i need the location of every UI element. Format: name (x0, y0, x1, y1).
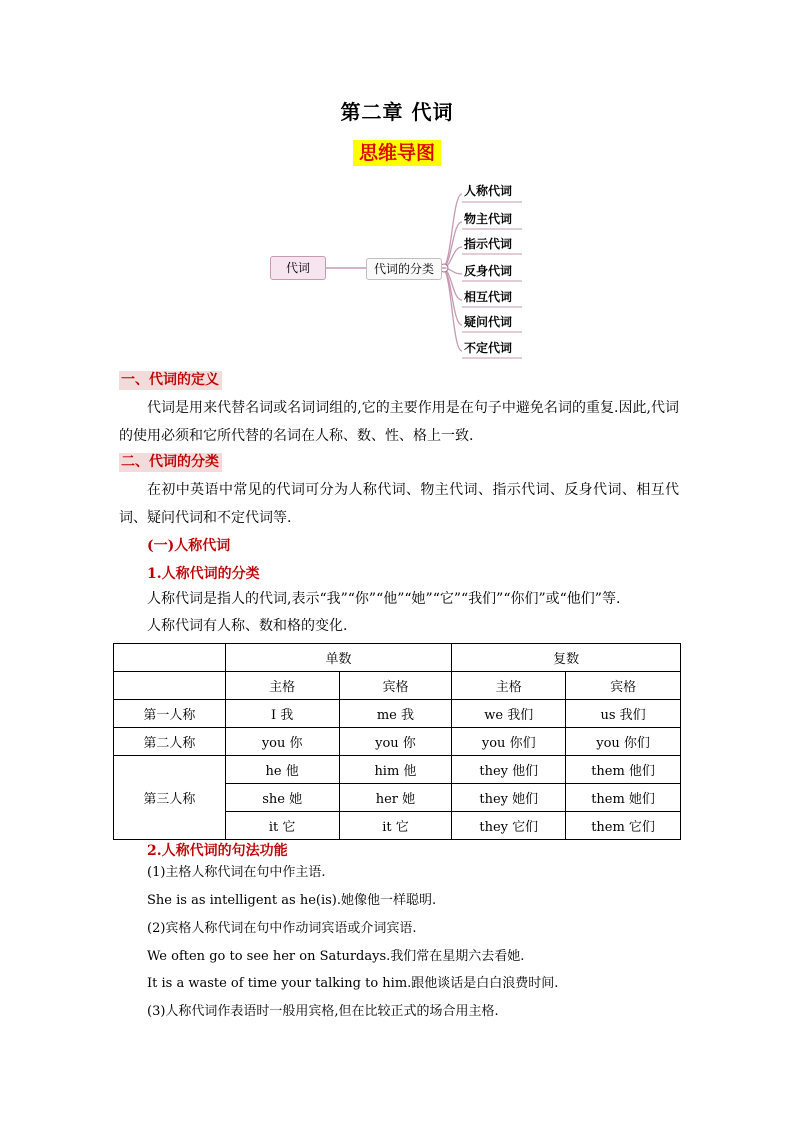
example-sentence: She is as intelligent as he(is).她像他一样聪明. (147, 893, 437, 908)
table-cell: it 它 (225, 812, 339, 840)
table-row (114, 728, 681, 756)
table-cell: he 他 (225, 756, 339, 784)
table-cell: you 你 (225, 728, 339, 756)
text-line: 人称代词是指人的代词,表示“我”“你”“他”“她”“它”“我们”“你们”或“他们”等. (147, 591, 621, 607)
definition-paragraph: 代词是用来代替名词或名词词组的,它的主要作用是在句子中避免名词的重复.因此,代词的使用必须和它所代替的名词在人称、数、性、格上一致. (119, 400, 679, 444)
text-line: (1)主格人称代词在句中作主语. (147, 865, 326, 880)
table-cell: me 我 (339, 700, 452, 728)
table-cell: them 它们 (566, 812, 681, 840)
example-sentence: It is a waste of time your talking to him.跟他谈话是白白浪费时间. (147, 976, 559, 991)
row-label: 第一人称 (114, 700, 226, 728)
mindmap-heading: 思维导图 (353, 140, 441, 166)
table-row (114, 700, 681, 728)
table-cell: we 我们 (452, 700, 566, 728)
text-line: 人称代词有人称、数和格的变化. (147, 618, 348, 634)
subheading-personal-pronouns: (一)人称代词 (147, 538, 231, 554)
mindmap-leaf: 物主代词 (464, 212, 513, 226)
table-cell: she 她 (225, 784, 339, 812)
table-cell (114, 644, 226, 672)
table-cell: they 她们 (452, 784, 566, 812)
header-plural: 复数 (452, 644, 681, 672)
mindmap-leaf: 指示代词 (464, 237, 513, 251)
table-cell: it 它 (339, 812, 452, 840)
header-subject: 主格 (225, 672, 339, 700)
table-cell: him 他 (339, 756, 452, 784)
section-heading-definition: 一、代词的定义 (119, 371, 222, 390)
header-object: 宾格 (566, 672, 681, 700)
header-subject: 主格 (452, 672, 566, 700)
table-cell: you 你们 (452, 728, 566, 756)
mindmap-leaf: 反身代词 (464, 264, 513, 278)
table-row (114, 756, 681, 784)
text-line: (2)宾格人称代词在句中作动词宾语或介词宾语. (147, 921, 417, 936)
mindmap-leaf: 人称代词 (464, 184, 513, 198)
table-cell: them 他们 (566, 756, 681, 784)
table-cell: they 他们 (452, 756, 566, 784)
table-row (114, 672, 681, 700)
table-cell: you 你 (339, 728, 452, 756)
mindmap-root: 代词 (270, 256, 326, 280)
subheading-classification-of-personal: 1.人称代词的分类 (147, 566, 260, 582)
pronoun-table (113, 643, 681, 840)
text-line: (3)人称代词作表语时一般用宾格,但在比较正式的场合用主格. (147, 1004, 499, 1019)
mindmap-leaf: 相互代词 (464, 290, 513, 304)
mindmap-branch: 代词的分类 (366, 258, 442, 280)
header-object: 宾格 (339, 672, 452, 700)
table-cell: they 它们 (452, 812, 566, 840)
header-singular: 单数 (225, 644, 452, 672)
subheading-syntactic-function: 2.人称代词的句法功能 (147, 843, 288, 859)
row-label: 第三人称 (114, 756, 226, 840)
section-heading-classification: 二、代词的分类 (119, 453, 222, 472)
mindmap-leaf: 疑问代词 (464, 315, 513, 329)
mindmap-leaf: 不定代词 (464, 341, 513, 355)
row-label: 第二人称 (114, 728, 226, 756)
page-title: 第二章 代词 (340, 100, 454, 124)
mindmap (268, 180, 528, 360)
table-cell: you 你们 (566, 728, 681, 756)
table-cell: them 她们 (566, 784, 681, 812)
table-cell: I 我 (225, 700, 339, 728)
table-cell (114, 672, 226, 700)
table-cell: her 她 (339, 784, 452, 812)
example-sentence: We often go to see her on Saturdays.我们常在星期六去看她. (147, 949, 525, 964)
classification-paragraph: 在初中英语中常见的代词可分为人称代词、物主代词、指示代词、反身代词、相互代词、疑问代词和不定代词等. (119, 482, 679, 526)
table-cell: us 我们 (566, 700, 681, 728)
table-row (114, 644, 681, 672)
